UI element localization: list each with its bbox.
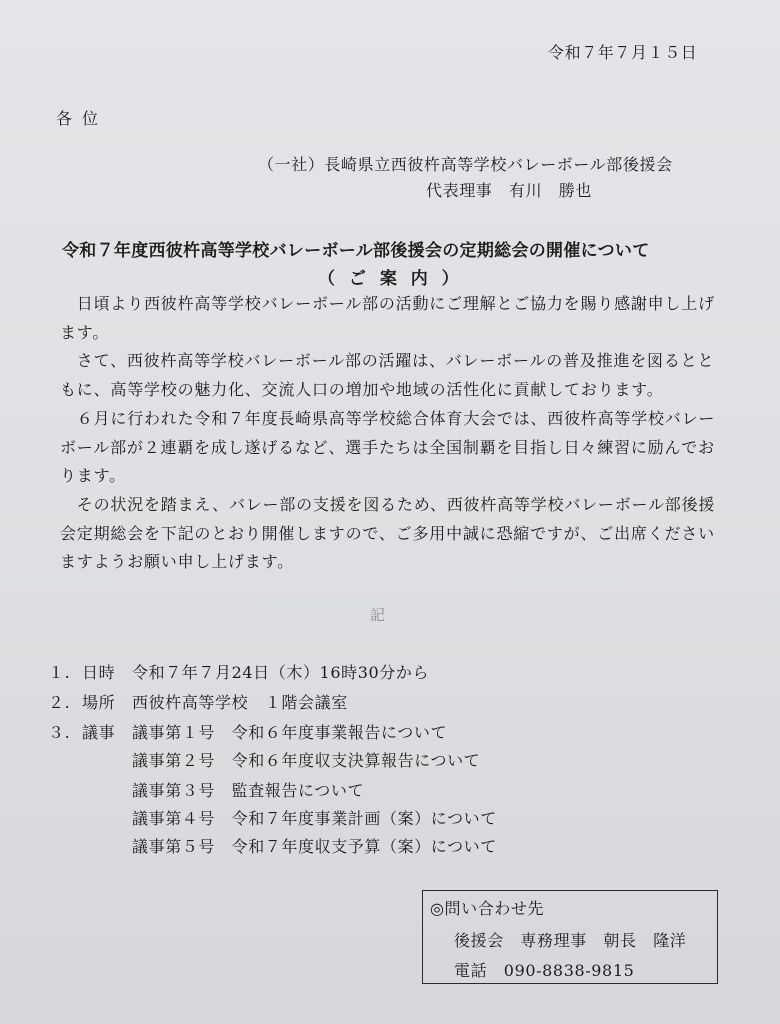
item-label-datetime: 日時 <box>82 663 116 682</box>
recipient: 各位 <box>56 109 109 128</box>
sender-representative: 代表理事 有川 勝也 <box>426 181 593 200</box>
item-number: １. <box>48 663 71 682</box>
agenda-entry: 議事第１号 令和６年度事業報告について <box>132 723 448 742</box>
issue-date: 令和７年７月１５日 <box>548 43 698 62</box>
agenda-entry: 議事第２号 令和６年度収支決算報告について <box>132 751 481 770</box>
body-paragraphs: 日頃より西彼杵高等学校バレーボール部の活動にご理解とご協力を賜り感謝申し上げます。 さて、西彼杵高等学校バレーボール部の活躍は、バレーボールの普及推進を図るとともに、高等学校の魅力化、交流人口の増加や地域の活性化に貢献しております。 ６月に行われた令和７年度長崎県高等学校総合体育大会では、西彼杵高等学校バレーボール部が２連覇を成し遂げるなど、選手たちは全国制覇を目指し日々練習に励んでおります。 その状況を踏まえ、バレー部の支援を図るため、西彼杵高等学校バレーボール部後援会定期総会を下記のとおり開催しますので、ご多用中誠に恐縮ですが、ご出席くださいますようお願い申し上げます。 <box>60 294 716 572</box>
document-title: 令和７年度西彼杵高等学校バレーボール部後援会の定期総会の開催について <box>62 241 650 261</box>
ki-heading: 記 <box>370 606 386 624</box>
sender-organization: （一社）長崎県立西彼杵高等学校バレーボール部後援会 <box>258 155 673 174</box>
item-value-place: 西彼杵高等学校 １階会議室 <box>132 693 348 712</box>
contact-phone: 電話 090-8838-9815 <box>454 961 635 980</box>
item-value-datetime: 令和７年７月24日（木）16時30分から <box>132 663 430 682</box>
item-label-place: 場所 <box>82 693 116 712</box>
agenda-entry: 議事第５号 令和７年度収支予算（案）について <box>132 837 497 856</box>
document-subtitle: （ ご 案 内 ） <box>318 269 463 289</box>
item-number: ２. <box>48 693 71 712</box>
contact-person: 後援会 専務理事 朝長 隆洋 <box>454 931 687 950</box>
contact-heading: ◎問い合わせ先 <box>430 899 545 918</box>
agenda-entry: 議事第４号 令和７年度事業計画（案）について <box>132 809 497 828</box>
agenda-entry: 議事第３号 監査報告について <box>132 781 365 800</box>
item-label-agenda: 議事 <box>82 723 116 742</box>
item-number: ３. <box>48 723 71 742</box>
